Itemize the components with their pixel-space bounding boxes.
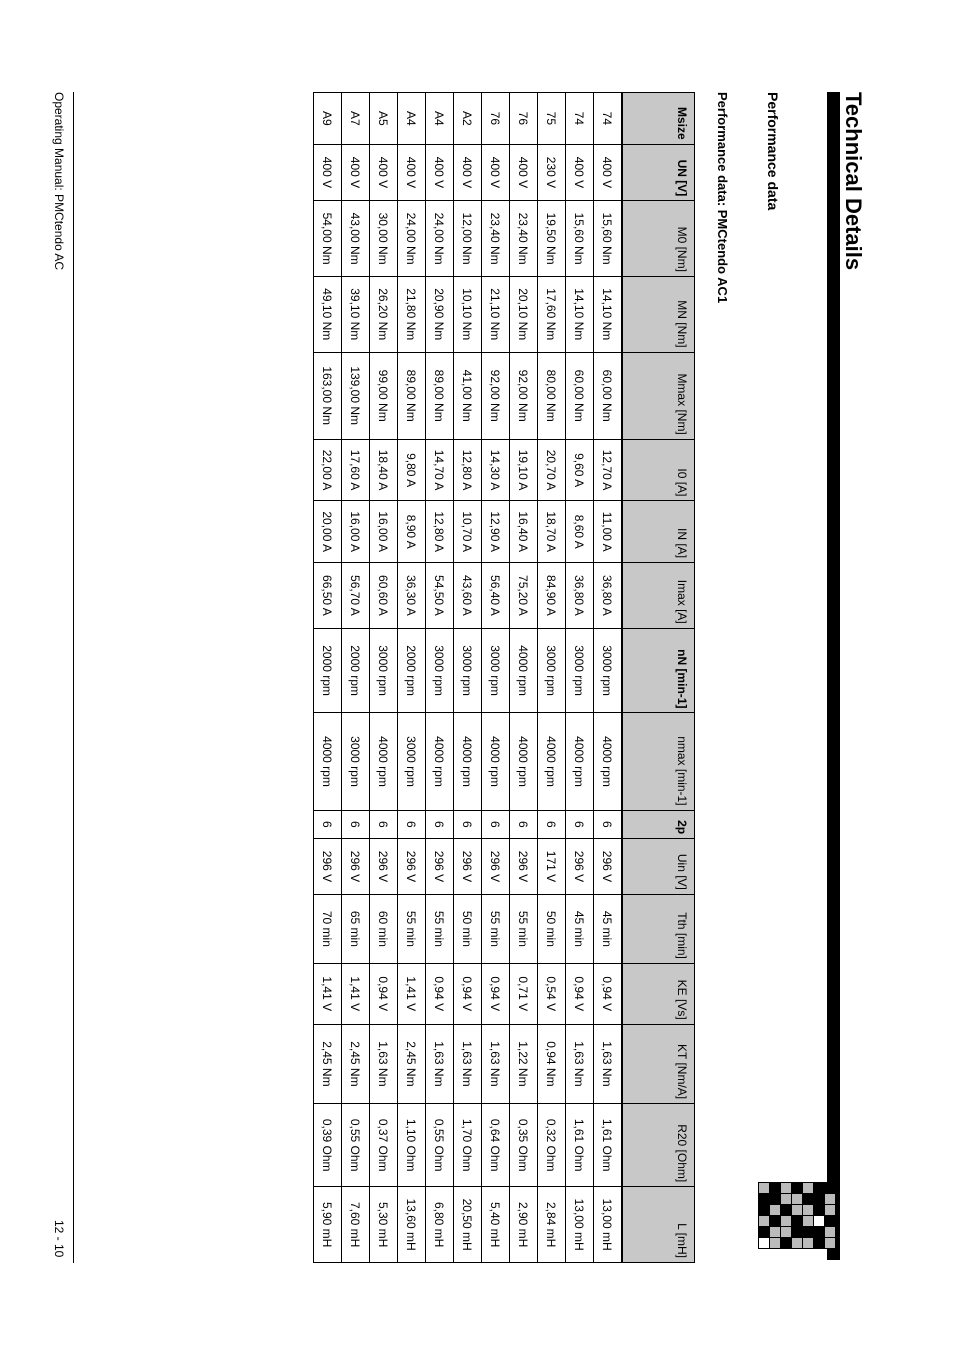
- table-cell: 171 V: [538, 839, 566, 895]
- table-cell: 11,00 A: [594, 501, 623, 563]
- table-cell: 0,54 V: [538, 963, 566, 1024]
- table-cell: 4000 rpm: [566, 713, 594, 810]
- table-cell: 1,41 V: [314, 963, 342, 1024]
- table-cell: 76: [482, 93, 510, 145]
- table-cell: 1,63 Nm: [482, 1024, 510, 1103]
- table-cell: 20,90 Nm: [426, 276, 454, 352]
- table-row: [510, 93, 538, 1263]
- table-cell: 17,60 A: [342, 439, 370, 501]
- table-cell: 89,00 Nm: [426, 352, 454, 439]
- table-cell: 5,40 mH: [482, 1187, 510, 1263]
- table-cell: 296 V: [482, 839, 510, 895]
- table-cell: 14,30 A: [482, 439, 510, 501]
- table-cell: 15,60 Nm: [594, 201, 623, 277]
- table-cell: 3000 rpm: [426, 628, 454, 713]
- table-cell: 3000 rpm: [342, 713, 370, 810]
- table-cell: 50 min: [454, 894, 482, 963]
- table-cell: 39,10 Nm: [342, 276, 370, 352]
- table-cell: 6: [566, 810, 594, 839]
- table-cell: 20,70 A: [538, 439, 566, 501]
- table-cell: 400 V: [342, 144, 370, 201]
- table-cell: 36,80 A: [594, 563, 623, 629]
- table-cell: 12,80 A: [454, 439, 482, 501]
- table-cell: 1,63 Nm: [594, 1024, 623, 1103]
- table-cell: 6: [426, 810, 454, 839]
- table-cell: 23,40 Nm: [510, 201, 538, 277]
- column-header: Tth [min]: [622, 894, 695, 963]
- table-cell: 92,00 Nm: [482, 352, 510, 439]
- table-cell: 296 V: [454, 839, 482, 895]
- table-cell: 0,32 Ohm: [538, 1104, 566, 1187]
- table-cell: 26,20 Nm: [370, 276, 398, 352]
- table-cell: 6: [314, 810, 342, 839]
- table-cell: 54,50 A: [426, 563, 454, 629]
- table-cell: 30,00 Nm: [370, 201, 398, 277]
- table-cell: 400 V: [398, 144, 426, 201]
- table-cell: 3000 rpm: [538, 628, 566, 713]
- table-cell: 6: [538, 810, 566, 839]
- table-cell: 400 V: [594, 144, 623, 201]
- table-cell: 55 min: [398, 894, 426, 963]
- table-cell: 163,00 Nm: [314, 352, 342, 439]
- table-cell: 3000 rpm: [454, 628, 482, 713]
- table-cell: 1,22 Nm: [510, 1024, 538, 1103]
- table-cell: 75: [538, 93, 566, 145]
- table-row: [398, 93, 426, 1263]
- table-cell: 6: [370, 810, 398, 839]
- table-cell: 60,00 Nm: [594, 352, 623, 439]
- footer-rule: [73, 92, 74, 1263]
- pilz-logo-icon: [758, 1182, 836, 1249]
- table-cell: 6: [510, 810, 538, 839]
- performance-table: [313, 92, 695, 1263]
- table-cell: 296 V: [370, 839, 398, 895]
- table-cell: 1,10 Ohm: [398, 1104, 426, 1187]
- column-header: R20 [Ohm]: [622, 1104, 695, 1187]
- table-cell: 1,63 Nm: [454, 1024, 482, 1103]
- table-cell: 0,94 V: [482, 963, 510, 1024]
- table-cell: 296 V: [398, 839, 426, 895]
- table-cell: 55 min: [482, 894, 510, 963]
- footer-manual-name: Operating Manual: PMCtendo AC: [52, 92, 66, 271]
- column-header: M0 [Nm]: [622, 201, 695, 277]
- table-cell: 8,60 A: [566, 501, 594, 563]
- column-header: Msize: [622, 93, 695, 145]
- table-cell: 60,60 A: [370, 563, 398, 629]
- table-cell: 16,00 A: [370, 501, 398, 563]
- table-cell: A4: [398, 93, 426, 145]
- column-header: I0 [A]: [622, 439, 695, 501]
- table-cell: 400 V: [426, 144, 454, 201]
- column-header: KE [Vs]: [622, 963, 695, 1024]
- table-cell: 296 V: [510, 839, 538, 895]
- table-cell: 2,84 mH: [538, 1187, 566, 1263]
- table-cell: 19,10 A: [510, 439, 538, 501]
- column-header: nmax [min-1]: [622, 713, 695, 810]
- table-cell: 7,60 mH: [342, 1187, 370, 1263]
- table-cell: 12,90 A: [482, 501, 510, 563]
- table-cell: 18,40 A: [370, 439, 398, 501]
- table-cell: 6,80 mH: [426, 1187, 454, 1263]
- table-cell: 4000 rpm: [538, 713, 566, 810]
- table-cell: 2,45 Nm: [398, 1024, 426, 1103]
- table-row: [454, 93, 482, 1263]
- table-cell: 45 min: [594, 894, 623, 963]
- table-row: [566, 93, 594, 1263]
- column-header: Uin [V]: [622, 839, 695, 895]
- table-cell: 400 V: [482, 144, 510, 201]
- table-cell: 75,20 A: [510, 563, 538, 629]
- table-cell: 1,61 Ohm: [594, 1104, 623, 1187]
- table-cell: 2,45 Nm: [342, 1024, 370, 1103]
- table-cell: 296 V: [566, 839, 594, 895]
- table-row: [314, 93, 342, 1263]
- table-caption: Performance data: PMCtendo AC1: [715, 92, 730, 304]
- table-cell: 4000 rpm: [482, 713, 510, 810]
- table-cell: 36,30 A: [398, 563, 426, 629]
- table-cell: 74: [594, 93, 623, 145]
- table-cell: 230 V: [538, 144, 566, 201]
- title-rule: [827, 92, 840, 1260]
- column-header: nN [min-1]: [622, 628, 695, 713]
- table-cell: 19,50 Nm: [538, 201, 566, 277]
- table-cell: 1,63 Nm: [370, 1024, 398, 1103]
- column-header: Imax [A]: [622, 563, 695, 629]
- table-cell: 0,94 V: [370, 963, 398, 1024]
- table-row: [594, 93, 623, 1263]
- table-cell: 0,94 V: [426, 963, 454, 1024]
- table-cell: 5,90 mH: [314, 1187, 342, 1263]
- table-cell: 1,61 Ohm: [566, 1104, 594, 1187]
- table-cell: 17,60 Nm: [538, 276, 566, 352]
- table-cell: 0,55 Ohm: [426, 1104, 454, 1187]
- table-cell: 6: [342, 810, 370, 839]
- table-cell: 10,10 Nm: [454, 276, 482, 352]
- table-cell: 10,70 A: [454, 501, 482, 563]
- table-cell: 0,37 Ohm: [370, 1104, 398, 1187]
- table-cell: 84,90 A: [538, 563, 566, 629]
- table-row: [370, 93, 398, 1263]
- table-cell: 12,70 A: [594, 439, 623, 501]
- table-cell: 2000 rpm: [314, 628, 342, 713]
- table-cell: 15,60 Nm: [566, 201, 594, 277]
- table-cell: 70 min: [314, 894, 342, 963]
- table-cell: 296 V: [594, 839, 623, 895]
- column-header: Mmax [Nm]: [622, 352, 695, 439]
- table-cell: 8,90 A: [398, 501, 426, 563]
- table-cell: 56,70 A: [342, 563, 370, 629]
- table-cell: 14,10 Nm: [566, 276, 594, 352]
- table-cell: A4: [426, 93, 454, 145]
- table-cell: 16,00 A: [342, 501, 370, 563]
- table-cell: 6: [594, 810, 623, 839]
- table-cell: 1,63 Nm: [566, 1024, 594, 1103]
- table-cell: 23,40 Nm: [482, 201, 510, 277]
- table-cell: 92,00 Nm: [510, 352, 538, 439]
- table-cell: 49,10 Nm: [314, 276, 342, 352]
- table-cell: 9,80 A: [398, 439, 426, 501]
- table-cell: 400 V: [314, 144, 342, 201]
- table-cell: 0,55 Ohm: [342, 1104, 370, 1187]
- table-cell: 60,00 Nm: [566, 352, 594, 439]
- table-cell: 400 V: [454, 144, 482, 201]
- table-cell: 0,71 V: [510, 963, 538, 1024]
- table-cell: 89,00 Nm: [398, 352, 426, 439]
- table-cell: 20,10 Nm: [510, 276, 538, 352]
- table-cell: 55 min: [510, 894, 538, 963]
- table-cell: 2000 rpm: [398, 628, 426, 713]
- table-cell: 0,94 V: [594, 963, 623, 1024]
- table-cell: 20,00 A: [314, 501, 342, 563]
- table-cell: A2: [454, 93, 482, 145]
- table-cell: 3000 rpm: [566, 628, 594, 713]
- table-cell: 22,00 A: [314, 439, 342, 501]
- table-cell: 12,80 A: [426, 501, 454, 563]
- table-cell: 6: [454, 810, 482, 839]
- table-cell: 0,94 V: [566, 963, 594, 1024]
- table-cell: 20,50 mH: [454, 1187, 482, 1263]
- table-cell: 24,00 Nm: [398, 201, 426, 277]
- table-cell: 1,70 Ohm: [454, 1104, 482, 1187]
- column-header: 2p: [622, 810, 695, 839]
- section-subtitle: Performance data: [765, 92, 781, 211]
- table-cell: 6: [482, 810, 510, 839]
- page-number: 12 - 10: [52, 1220, 66, 1258]
- table-cell: 9,60 A: [566, 439, 594, 501]
- table-cell: 65 min: [342, 894, 370, 963]
- table-cell: 296 V: [342, 839, 370, 895]
- table-cell: 54,00 Nm: [314, 201, 342, 277]
- table-cell: 2,90 mH: [510, 1187, 538, 1263]
- table-cell: 1,41 V: [398, 963, 426, 1024]
- column-header: MN [Nm]: [622, 276, 695, 352]
- table-cell: 14,70 A: [426, 439, 454, 501]
- table-cell: 3000 rpm: [482, 628, 510, 713]
- table-cell: 2,45 Nm: [314, 1024, 342, 1103]
- column-header: L [mH]: [622, 1187, 695, 1263]
- table-cell: 4000 rpm: [314, 713, 342, 810]
- table-cell: 4000 rpm: [454, 713, 482, 810]
- table-cell: 13,60 mH: [398, 1187, 426, 1263]
- table-cell: A9: [314, 93, 342, 145]
- table-cell: 6: [398, 810, 426, 839]
- table-cell: 0,39 Ohm: [314, 1104, 342, 1187]
- table-cell: 4000 rpm: [510, 713, 538, 810]
- table-cell: 4000 rpm: [510, 628, 538, 713]
- table-row: [342, 93, 370, 1263]
- table-cell: 45 min: [566, 894, 594, 963]
- table-row: [538, 93, 566, 1263]
- table-cell: 0,35 Ohm: [510, 1104, 538, 1187]
- table-cell: 0,94 V: [454, 963, 482, 1024]
- column-header: IN [A]: [622, 501, 695, 563]
- table-cell: 21,80 Nm: [398, 276, 426, 352]
- page-title: Technical Details: [841, 92, 866, 271]
- table-cell: 56,40 A: [482, 563, 510, 629]
- table-cell: 400 V: [510, 144, 538, 201]
- table-row: [482, 93, 510, 1263]
- table-cell: 80,00 Nm: [538, 352, 566, 439]
- table-cell: 43,60 A: [454, 563, 482, 629]
- table-cell: 14,10 Nm: [594, 276, 623, 352]
- table-cell: 55 min: [426, 894, 454, 963]
- table-cell: 3000 rpm: [594, 628, 623, 713]
- table-cell: 5,30 mH: [370, 1187, 398, 1263]
- table-cell: 18,70 A: [538, 501, 566, 563]
- table-cell: 0,94 Nm: [538, 1024, 566, 1103]
- table-cell: 43,00 Nm: [342, 201, 370, 277]
- table-cell: 76: [510, 93, 538, 145]
- table-cell: 99,00 Nm: [370, 352, 398, 439]
- table-cell: A5: [370, 93, 398, 145]
- table-cell: 24,00 Nm: [426, 201, 454, 277]
- table-cell: 1,41 V: [342, 963, 370, 1024]
- table-cell: 4000 rpm: [370, 713, 398, 810]
- table-cell: 50 min: [538, 894, 566, 963]
- column-header: KT [Nm/A]: [622, 1024, 695, 1103]
- table-cell: 139,00 Nm: [342, 352, 370, 439]
- table-header-row: [622, 93, 695, 1263]
- table-cell: 36,80 A: [566, 563, 594, 629]
- table-cell: 41,00 Nm: [454, 352, 482, 439]
- table-body: [314, 93, 623, 1263]
- table-cell: 60 min: [370, 894, 398, 963]
- table-cell: 2000 rpm: [342, 628, 370, 713]
- table-cell: A7: [342, 93, 370, 145]
- table-cell: 4000 rpm: [426, 713, 454, 810]
- table-cell: 296 V: [314, 839, 342, 895]
- table-cell: 74: [566, 93, 594, 145]
- table-row: [426, 93, 454, 1263]
- table-cell: 16,40 A: [510, 501, 538, 563]
- table-cell: 3000 rpm: [370, 628, 398, 713]
- table-cell: 13,00 mH: [566, 1187, 594, 1263]
- table-cell: 3000 rpm: [398, 713, 426, 810]
- table-cell: 12,00 Nm: [454, 201, 482, 277]
- table-cell: 4000 rpm: [594, 713, 623, 810]
- table-cell: 1,63 Nm: [426, 1024, 454, 1103]
- table-cell: 66,50 A: [314, 563, 342, 629]
- table-cell: 296 V: [426, 839, 454, 895]
- table-cell: 400 V: [566, 144, 594, 201]
- table-cell: 400 V: [370, 144, 398, 201]
- table-cell: 21,10 Nm: [482, 276, 510, 352]
- table-cell: 0,64 Ohm: [482, 1104, 510, 1187]
- table-cell: 13,00 mH: [594, 1187, 623, 1263]
- column-header: UN [V]: [622, 144, 695, 201]
